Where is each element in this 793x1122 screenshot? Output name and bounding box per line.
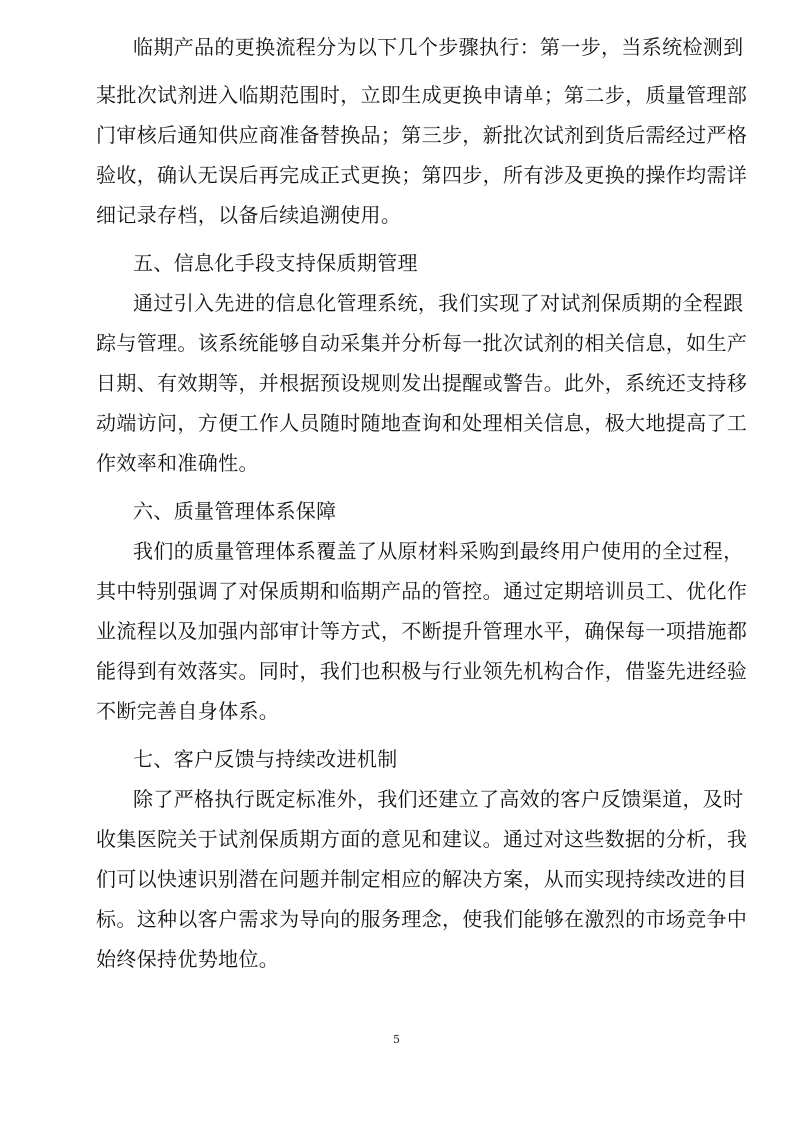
section-heading: 五、信息化手段支持保质期管理 [133, 251, 418, 275]
paragraph-line: 作效率和准确性。 [96, 451, 259, 475]
paragraph-line: 能得到有效落实。同时，我们也积极与行业领先机构合作，借鉴先进经验 [96, 659, 748, 683]
paragraph-line: 其中特别强调了对保质期和临期产品的管控。通过定期培训员工、优化作 [96, 579, 748, 603]
section-heading: 七、客户反馈与持续改进机制 [133, 747, 398, 771]
paragraph-line: 们可以快速识别潜在问题并制定相应的解决方案，从而实现持续改进的目 [96, 867, 748, 891]
paragraph-line: 收集医院关于试剂保质期方面的意见和建议。通过对这些数据的分析，我 [96, 827, 748, 851]
paragraph-line: 门审核后通知供应商准备替换品；第三步，新批次试剂到货后需经过严格 [96, 123, 748, 147]
paragraph-line: 验收，确认无误后再完成正式更换；第四步，所有涉及更换的操作均需详 [96, 163, 748, 187]
paragraph-line: 临期产品的更换流程分为以下几个步骤执行：第一步，当系统检测到 [133, 35, 744, 59]
page-number: 5 [393, 1033, 400, 1046]
paragraph-line: 我们的质量管理体系覆盖了从原材料采购到最终用户使用的全过程， [133, 539, 744, 563]
paragraph-line: 业流程以及加强内部审计等方式，不断提升管理水平，确保每一项措施都 [96, 619, 748, 643]
paragraph-line: 不断完善自身体系。 [96, 699, 280, 723]
paragraph-line: 始终保持优势地位。 [96, 947, 280, 971]
paragraph-line: 细记录存档，以备后续追溯使用。 [96, 203, 402, 227]
paragraph-line: 通过引入先进的信息化管理系统，我们实现了对试剂保质期的全程跟 [133, 291, 744, 315]
paragraph-line: 除了严格执行既定标准外，我们还建立了高效的客户反馈渠道，及时 [133, 787, 744, 811]
paragraph-line: 某批次试剂进入临期范围时，立即生成更换申请单；第二步，质量管理部 [96, 83, 748, 107]
paragraph-line: 标。这种以客户需求为导向的服务理念，使我们能够在激烈的市场竞争中 [96, 907, 748, 931]
section-heading: 六、质量管理体系保障 [133, 499, 337, 523]
paragraph-line: 动端访问，方便工作人员随时随地查询和处理相关信息，极大地提高了工 [96, 411, 748, 435]
paragraph-line: 日期、有效期等，并根据预设规则发出提醒或警告。此外，系统还支持移 [96, 371, 748, 395]
paragraph-line: 踪与管理。该系统能够自动采集并分析每一批次试剂的相关信息，如生产 [96, 331, 748, 355]
